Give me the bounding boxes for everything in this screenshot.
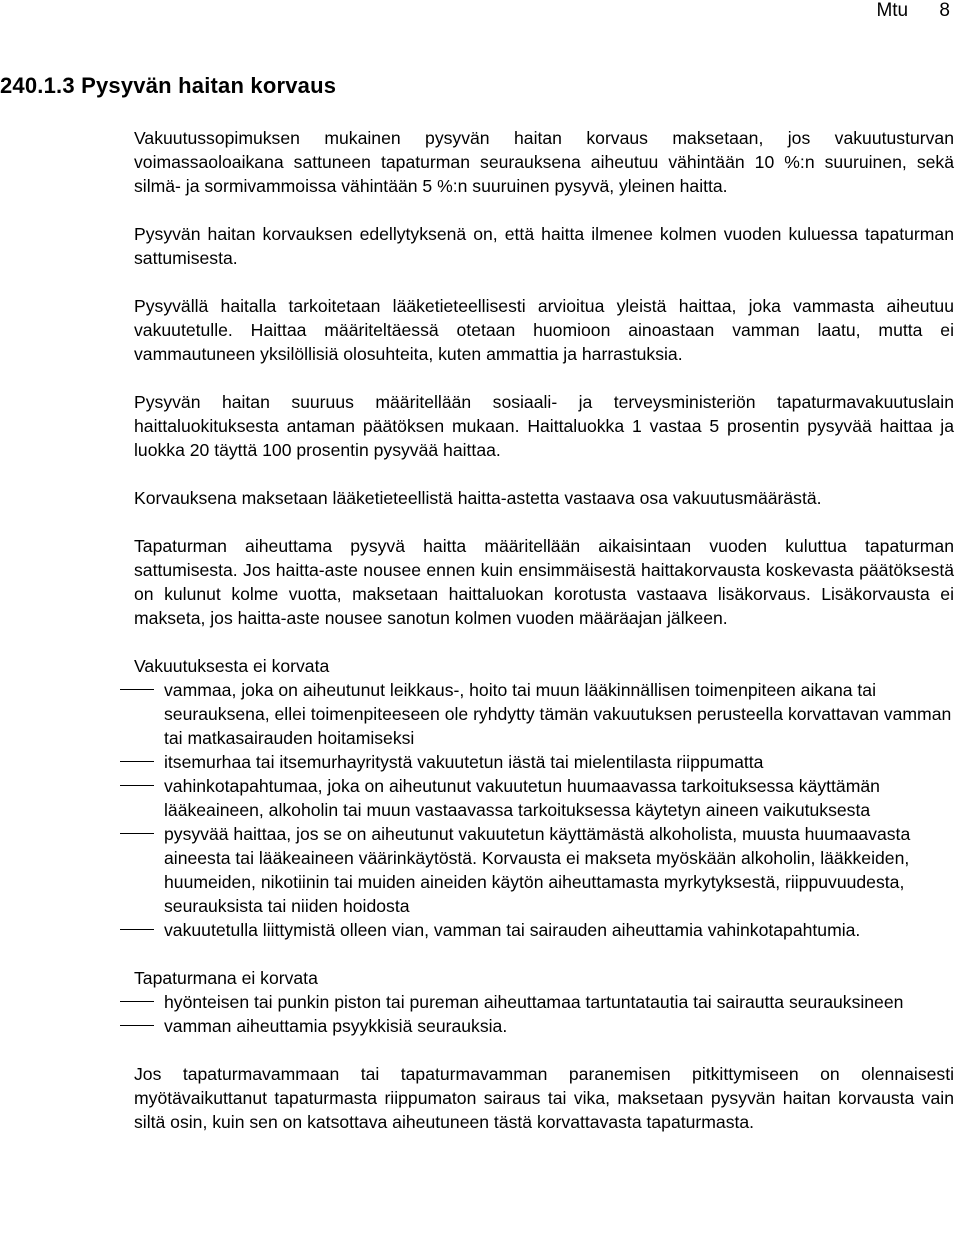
document-body	[134, 126, 954, 1134]
list-item	[134, 918, 954, 942]
list-item	[134, 1014, 954, 1038]
dash-bullet	[120, 929, 154, 930]
not-accidents-list	[134, 990, 954, 1038]
document-code: Mtu	[876, 0, 909, 21]
page-number: 8	[939, 0, 950, 21]
dash-bullet	[120, 689, 154, 690]
list-item-text: vamman aiheuttamia psyykkisiä seurauksia.	[164, 1016, 508, 1036]
dash-bullet	[120, 761, 154, 762]
page-header	[876, 0, 950, 23]
list-item-text: itsemurhaa tai itsemurhayritystä vakuutetun iästä tai mielentilasta riippumatta	[164, 752, 764, 772]
dash-bullet	[120, 833, 154, 834]
list-item	[134, 822, 954, 918]
list-item-text: hyönteisen tai punkin piston tai pureman aiheuttamaa tartuntatautia tai sairautta seurauksineen	[164, 992, 904, 1012]
list-item	[134, 774, 954, 822]
paragraph-determination-time: Tapaturman aiheuttama pysyvä haitta määritellään aikaisintaan vuoden kuluttua tapaturman sattumisesta. Jos haitta-aste nousee ennen kuin ensimmäisestä haittakorvausta koskevasta päätöksestä on kulunut kolme vuotta, maksetaan haittaluokan korotusta vastaava lisäkorvaus. Lisäkorvausta ei makseta, jos haitta-aste nousee sanotun kolmen vuoden määräajan jälkeen.	[134, 536, 954, 628]
paragraph-classification: Pysyvän haitan suuruus määritellään sosiaali- ja terveysministeriön tapaturmavakuutuslain haittaluokituksesta antaman päätöksen mukaan. Haittaluokka 1 vastaa 5 prosentin pysyvää haittaa ja luokka 20 täyttä 100 prosentin pysyvää haittaa.	[134, 392, 954, 460]
paragraph-compensation-amount: Korvauksena maksetaan lääketieteellistä haitta-astetta vastaava osa vakuutusmäärästä.	[134, 488, 822, 508]
paragraph-closing: Jos tapaturmavammaan tai tapaturmavamman paranemisen pitkittymiseen on olennaisesti myötävaikuttanut tapaturmasta riippumaton sairaus tai vika, maksetaan pysyvän haitan korvausta vain siltä osin, kuin sen on katsottava aiheutuneen tästä korvattavasta tapaturmasta.	[134, 1064, 954, 1132]
section-title: 240.1.3 Pysyvän haitan korvaus	[0, 73, 337, 98]
dash-bullet	[120, 1001, 154, 1002]
dash-bullet	[120, 785, 154, 786]
paragraph-definition: Pysyvällä haitalla tarkoitetaan lääketieteellisesti arvioitua yleistä haittaa, joka vammasta aiheutuu vakuutetulle. Haittaa määriteltäessä otetaan huomioon ainoastaan vamman laatu, mutta ei vammautuneen yksilöllisiä olosuhteita, kuten ammattia ja harrastuksia.	[134, 296, 954, 364]
list-item-text: vammaa, joka on aiheutunut leikkaus-, hoito tai muun lääkinnällisen toimenpiteen aikana tai seurauksena, ellei toimenpiteeseen ole ryhdytty tämän vakuutuksen perusteella korvattavan vamman tai matkasairauden hoitamiseksi	[164, 680, 952, 748]
exclusions-heading: Vakuutuksesta ei korvata	[134, 656, 330, 676]
dash-bullet	[120, 1025, 154, 1026]
list-item	[134, 990, 954, 1014]
list-item-text: pysyvää haittaa, jos se on aiheutunut vakuutetun käyttämästä alkoholista, muusta huumaavasta aineesta tai lääkeaineen väärinkäytöstä. Korvausta ei makseta myöskään alkoholin, lääkkeiden, huumeiden, nikotiinin tai muiden aineiden käytön aiheuttamasta myrkytyksestä, riippuvuudesta, seurauksista tai niiden hoidosta	[164, 824, 911, 916]
exclusions-list	[134, 678, 954, 942]
list-item-text: vakuutetulla liittymistä olleen vian, vamman tai sairauden aiheuttamia vahinkotapahtumia.	[164, 920, 861, 940]
not-accidents-heading: Tapaturmana ei korvata	[134, 968, 318, 988]
list-item-text: vahinkotapahtumaa, joka on aiheutunut vakuutetun huumaavassa tarkoituksessa käyttämän lääkeaineen, alkoholin tai muun vastaavassa tarkoituksessa käytetyn aineen vaikutuksesta	[164, 776, 880, 820]
list-item	[134, 678, 954, 750]
paragraph-compensation-conditions: Vakuutussopimuksen mukainen pysyvän haitan korvaus maksetaan, jos vakuutusturvan voimassaoloaikana sattuneen tapaturman seurauksena aiheutuu vähintään 10 %:n suuruinen, sekä silmä- ja sormivammoissa vähintään 5 %:n suuruinen pysyvä, yleinen haitta.	[134, 128, 954, 196]
list-item	[134, 750, 954, 774]
paragraph-time-limit: Pysyvän haitan korvauksen edellytyksenä on, että haitta ilmenee kolmen vuoden kuluessa tapaturman sattumisesta.	[134, 224, 954, 268]
